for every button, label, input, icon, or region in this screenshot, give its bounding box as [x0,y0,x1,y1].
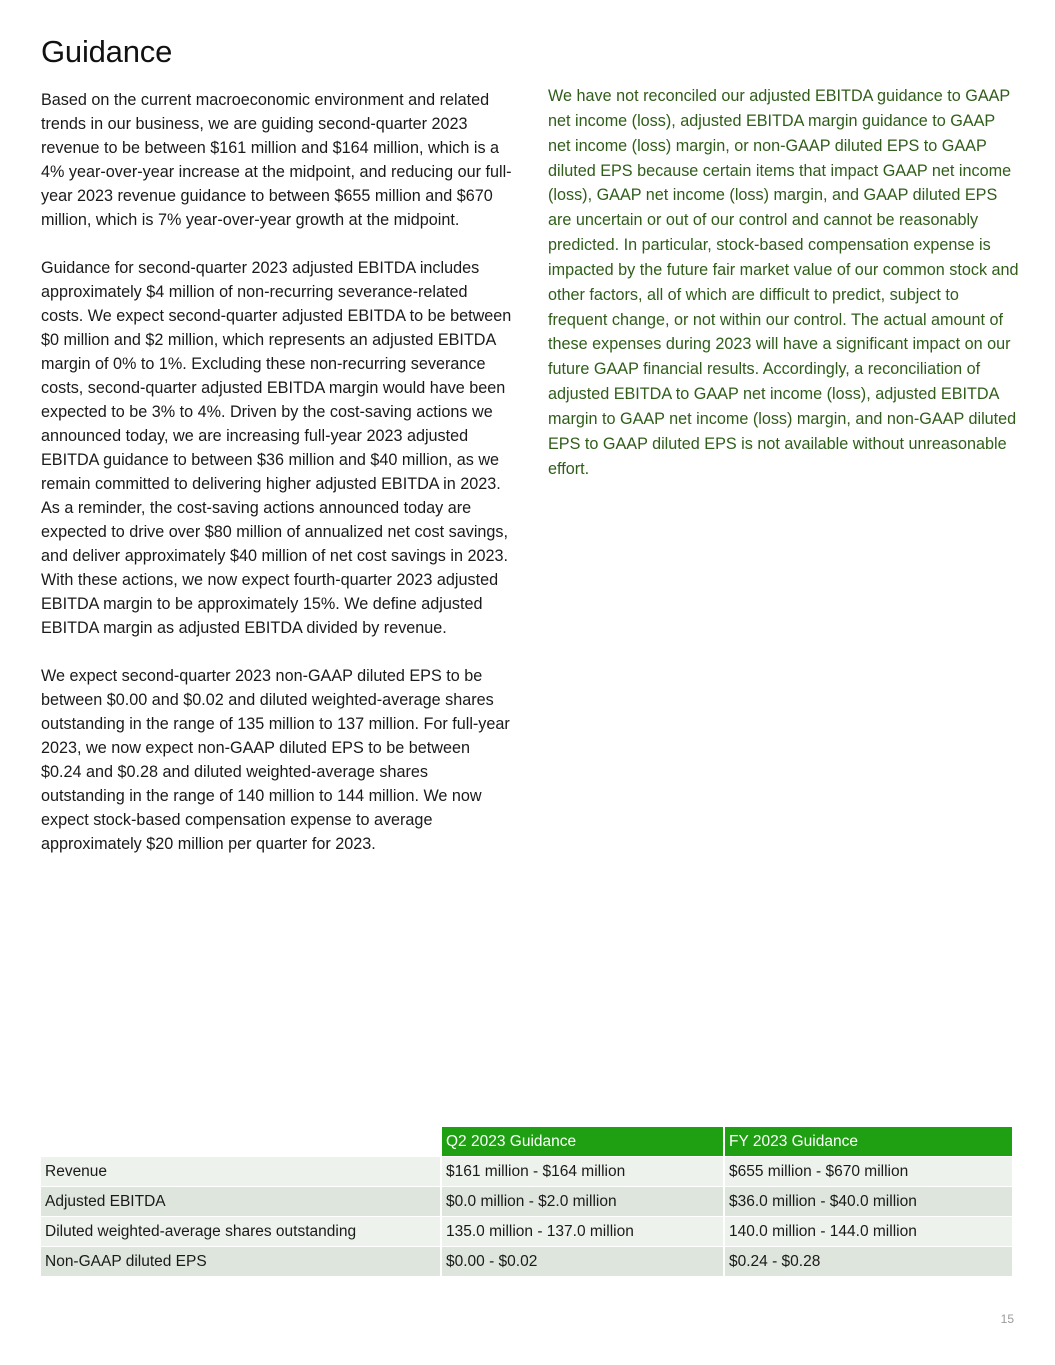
table-row-label: Adjusted EBITDA [41,1187,442,1217]
guidance-table [41,1127,1014,1277]
table-header-blank [41,1127,442,1157]
table-header-q2: Q2 2023 Guidance [442,1127,725,1157]
table-row [41,1247,1014,1277]
table-cell-q2: $0.0 million - $2.0 million [442,1187,725,1217]
table-row [41,1187,1014,1217]
table-row [41,1217,1014,1247]
table-row [41,1157,1014,1187]
table-cell-fy: $655 million - $670 million [725,1157,1014,1187]
table-header-row [41,1127,1014,1157]
page-title: Guidance [41,34,173,69]
reconciliation-disclaimer-paragraph: We have not reconciled our adjusted EBITDA guidance to GAAP net income (loss), adjusted EBITDA margin guidance to GAAP net income (loss) margin, or non-GAAP diluted EPS to GAAP diluted EPS because certain items that impact GAAP net income (loss), GAAP net income (loss) margin, and GAAP diluted EPS are uncertain or out of our control and cannot be reasonably predicted. In particular, stock-based compensation expense is impacted by the future fair market value of our common stock and other factors, all of which are difficult to predict, subject to frequent change, or not within our control. The actual amount of these expenses during 2023 will have a significant impact on our future GAAP financial results. Accordingly, a reconciliation of adjusted EBITDA to GAAP net income (loss), adjusted EBITDA margin to GAAP net income (loss) margin, and non-GAAP diluted EPS to GAAP diluted EPS is not available without unreasonable effort. [548,87,1019,478]
table-row-label: Non-GAAP diluted EPS [41,1247,442,1277]
table-cell-fy: $0.24 - $0.28 [725,1247,1014,1277]
revenue-guidance-paragraph: Based on the current macroeconomic environment and related trends in our business, we are guiding second-quarter 2023 revenue to be between $161 million and $164 million, which is a 4% year-over-year increase at the midpoint, and reducing our full-year 2023 revenue guidance to between $655 million and $670 million, which is 7% year-over-year growth at the midpoint. [41,91,512,230]
page-number: 15 [1000,1312,1014,1326]
table-header-fy: FY 2023 Guidance [725,1127,1014,1157]
left-column [41,88,513,880]
table-row-label: Revenue [41,1157,442,1187]
table-cell-q2: $0.00 - $0.02 [442,1247,725,1277]
right-column [548,84,1020,482]
table-row-label: Diluted weighted-average shares outstanding [41,1217,442,1247]
table-cell-q2: $161 million - $164 million [442,1157,725,1187]
table-cell-fy: $36.0 million - $40.0 million [725,1187,1014,1217]
table-cell-q2: 135.0 million - 137.0 million [442,1217,725,1247]
table-cell-fy: 140.0 million - 144.0 million [725,1217,1014,1247]
ebitda-guidance-paragraph: Guidance for second-quarter 2023 adjusted EBITDA includes approximately $4 million of non-recurring severance-related costs. We expect second-quarter adjusted EBITDA to be between $0 million and $2 million, which represents an adjusted EBITDA margin of 0% to 1%. Excluding these non-recurring severance costs, second-quarter adjusted EBITDA margin would have been expected to be 3% to 4%. Driven by the cost-saving actions we announced today, we are increasing full-year 2023 adjusted EBITDA guidance to between $36 million and $40 million, as we remain committed to delivering higher adjusted EBITDA in 2023. As a reminder, the cost-saving actions announced today are expected to drive over $80 million of annualized net cost savings, and deliver approximately $40 million of net cost savings in 2023. With these actions, we now expect fourth-quarter 2023 adjusted EBITDA margin to be approximately 15%. We define adjusted EBITDA margin as adjusted EBITDA divided by revenue. [41,258,512,638]
eps-guidance-paragraph: We expect second-quarter 2023 non-GAAP diluted EPS to be between $0.00 and $0.02 and diluted weighted-average shares outstanding in the range of 135 million to 137 million. For full-year 2023, we now expect non-GAAP diluted EPS to be between $0.24 and $0.28 and diluted weighted-average shares outstanding in the range of 140 million to 144 million. We now expect stock-based compensation expense to average approximately $20 million per quarter for 2023. [41,667,510,854]
